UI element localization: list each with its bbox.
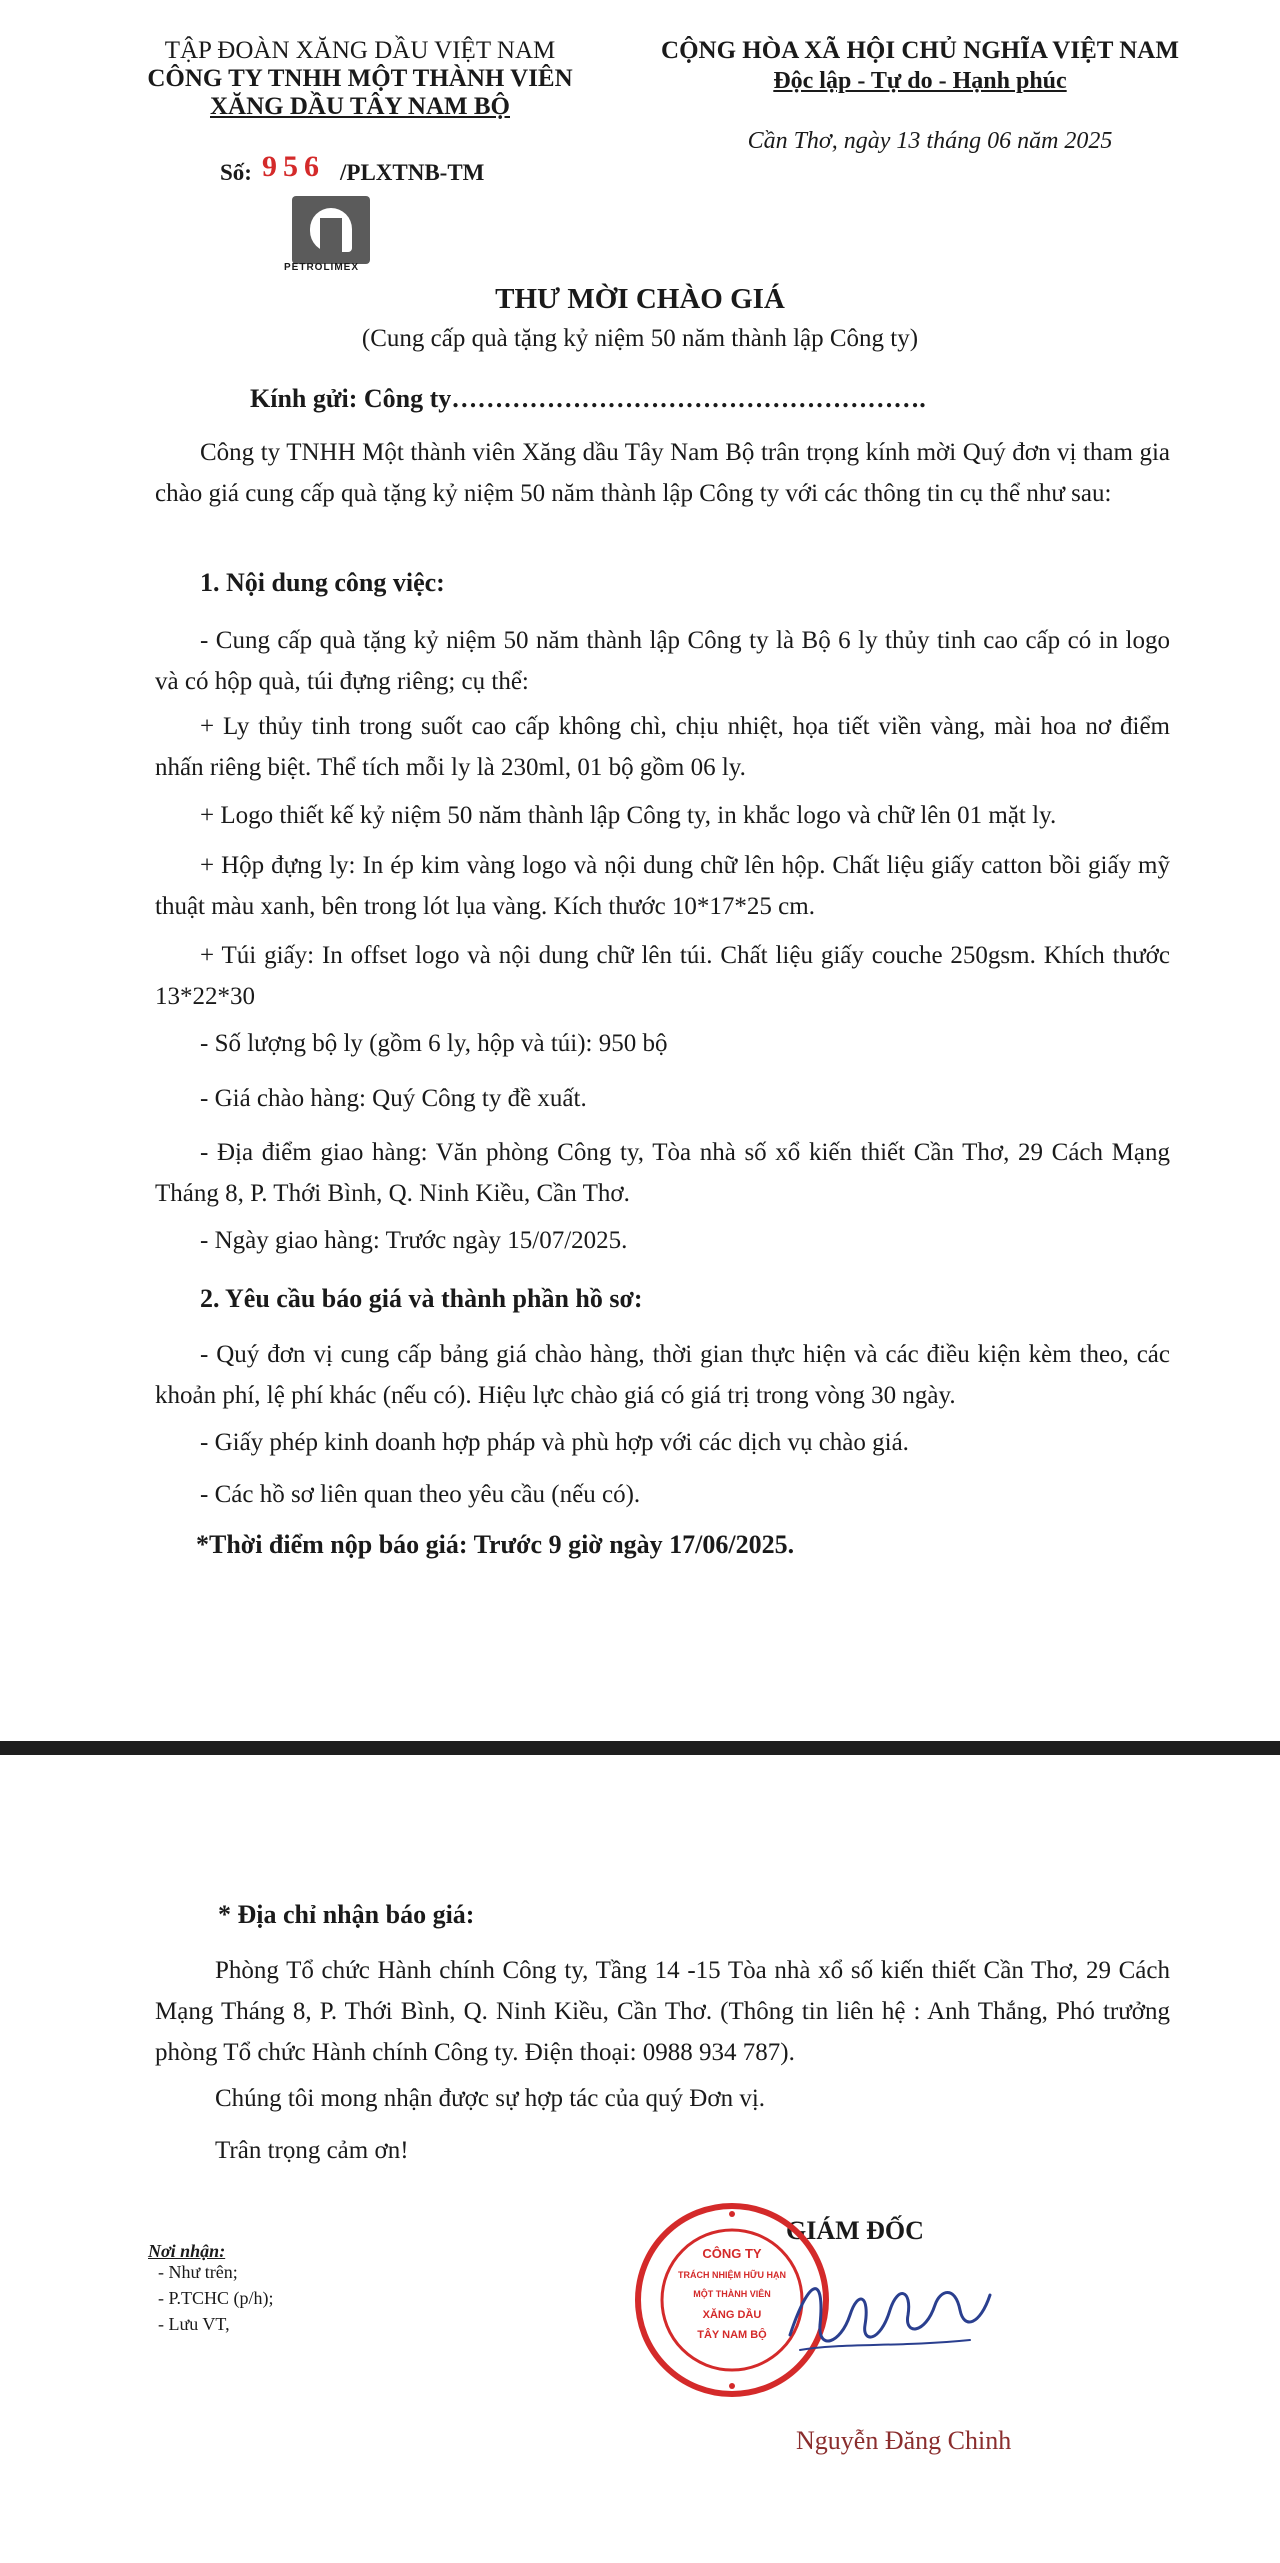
recipient-3: - Lưu VT, xyxy=(158,2314,230,2334)
section1-item-8: - Địa điểm giao hàng: Văn phòng Công ty, Tòa nhà số xổ kiến thiết Cần Thơ, 29 Cách Mạng Tháng 8, P. Thới Bình, Q. Ninh Kiều, Cần Thơ. xyxy=(155,1139,1170,1207)
section1-item-6: - Số lượng bộ ly (gồm 6 ly, hộp và túi): 950 bộ xyxy=(200,1030,668,1057)
section1-item-1: - Cung cấp quà tặng kỷ niệm 50 năm thành lập Công ty là Bộ 6 ly thủy tinh cao cấp có in logo và có hộp quà, túi đựng riêng; cụ thể: xyxy=(155,627,1170,695)
company-logo xyxy=(292,196,370,264)
signer-title: GIÁM ĐỐC xyxy=(786,2216,924,2245)
recipient-1: - Như trên; xyxy=(158,2262,238,2282)
section2-item-2: - Giấy phép kinh doanh hợp pháp và phù hợp với các dịch vụ chào giá. xyxy=(200,1429,909,1456)
recipient-2: - P.TCHC (p/h); xyxy=(158,2288,274,2308)
national-title: CỘNG HÒA XÃ HỘI CHỦ NGHĨA VIỆT NAM xyxy=(661,37,1179,64)
section2-item-3: - Các hồ sơ liên quan theo yêu cầu (nếu có). xyxy=(200,1481,641,1508)
page-separator xyxy=(0,1735,1280,1755)
section2-heading: 2. Yêu cầu báo giá và thành phần hồ sơ: xyxy=(200,1284,643,1313)
svg-text:MỘT THÀNH VIÊN: MỘT THÀNH VIÊN xyxy=(693,2289,771,2299)
signature-icon xyxy=(780,2255,1000,2365)
section1-item-2: + Ly thủy tinh trong suốt cao cấp không chì, chịu nhiệt, họa tiết viền vàng, mài hoa nơ điểm nhấn riêng biệt. Thể tích mỗi ly là 230ml, 01 bộ gồm 06 ly. xyxy=(155,713,1170,781)
org-company-line1: CÔNG TY TNHH MỘT THÀNH VIÊN xyxy=(147,65,573,92)
org-company-line2: XĂNG DẦU TÂY NAM BỘ xyxy=(210,93,510,120)
doc-number-value: 956 xyxy=(262,150,325,183)
section2-item-1: - Quý đơn vị cung cấp bảng giá chào hàng, thời gian thực hiện và các điều kiện kèm theo, các khoản phí, lệ phí khác (nếu có). Hiệu lực chào giá có giá trị trong vòng 30 ngày. xyxy=(155,1341,1170,1409)
address-paragraph: Phòng Tổ chức Hành chính Công ty, Tầng 14 -15 Tòa nhà xổ số kiến thiết Cần Thơ, 29 Cách Mạng Tháng 8, P. Thới Bình, Q. Ninh Kiều, Cần Thơ. (Thông tin liên hệ : Anh Thắng, Phó trưởng phòng Tổ chức Hành chính Công ty. Điện thoại: 0988 934 787). xyxy=(155,1957,1170,2066)
section1-heading: 1. Nội dung công việc: xyxy=(200,568,445,597)
svg-text:TRÁCH NHIỆM HỮU HẠN: TRÁCH NHIỆM HỮU HẠN xyxy=(678,2270,786,2280)
section1-item-9: - Ngày giao hàng: Trước ngày 15/07/2025. xyxy=(200,1227,628,1254)
logo-wordmark: PETROLIMEX xyxy=(284,262,360,273)
svg-text:XĂNG DẦU: XĂNG DẦU xyxy=(702,2309,762,2321)
thanks-line: Trân trọng cảm ơn! xyxy=(215,2137,409,2164)
recipients-label: Nơi nhận: xyxy=(148,2241,226,2261)
section1-item-7: - Giá chào hàng: Quý Công ty đề xuất. xyxy=(200,1085,587,1112)
signer-name: Nguyễn Đăng Chinh xyxy=(796,2426,1012,2455)
section1-item-3: + Logo thiết kế kỷ niệm 50 năm thành lập Công ty, in khắc logo và chữ lên 01 mặt ly. xyxy=(200,802,1057,829)
address-heading: * Địa chỉ nhận báo giá: xyxy=(218,1900,475,1929)
document-subtitle: (Cung cấp quà tặng kỷ niệm 50 năm thành lập Công ty) xyxy=(361,325,919,352)
national-motto: Độc lập - Tự do - Hạnh phúc xyxy=(773,68,1067,94)
addressee: Kính gửi: Công ty………………………………………………. xyxy=(250,384,926,413)
issue-date: Cần Thơ, ngày 13 tháng 06 năm 2025 xyxy=(747,128,1113,154)
org-parent-name: TẬP ĐOÀN XĂNG DẦU VIỆT NAM xyxy=(164,37,556,64)
cooperation-line: Chúng tôi mong nhận được sự hợp tác của quý Đơn vị. xyxy=(215,2085,766,2112)
doc-code: /PLXTNB-TM xyxy=(340,160,485,185)
section1-item-5: + Túi giấy: In offset logo và nội dung chữ lên túi. Chất liệu giấy couche 250gsm. Khích thước 13*22*30 xyxy=(155,942,1170,1010)
document-title: THƯ MỜI CHÀO GIÁ xyxy=(495,283,785,315)
svg-text:CÔNG TY: CÔNG TY xyxy=(702,2246,762,2261)
submission-deadline: *Thời điểm nộp báo giá: Trước 9 giờ ngày 17/06/2025. xyxy=(196,1530,795,1559)
svg-text:TÂY NAM BỘ: TÂY NAM BỘ xyxy=(697,2329,767,2341)
doc-number-label: Số: xyxy=(220,160,252,185)
intro-paragraph: Công ty TNHH Một thành viên Xăng dầu Tây Nam Bộ trân trọng kính mời Quý đơn vị tham gia chào giá cung cấp quà tặng kỷ niệm 50 năm thành lập Công ty với các thông tin cụ thể như sau: xyxy=(155,439,1170,507)
section1-item-4: + Hộp đựng ly: In ép kim vàng logo và nội dung chữ lên hộp. Chất liệu giấy catton bồi giấy mỹ thuật màu xanh, bên trong lót lụa vàng. Kích thước 10*17*25 cm. xyxy=(155,852,1170,920)
